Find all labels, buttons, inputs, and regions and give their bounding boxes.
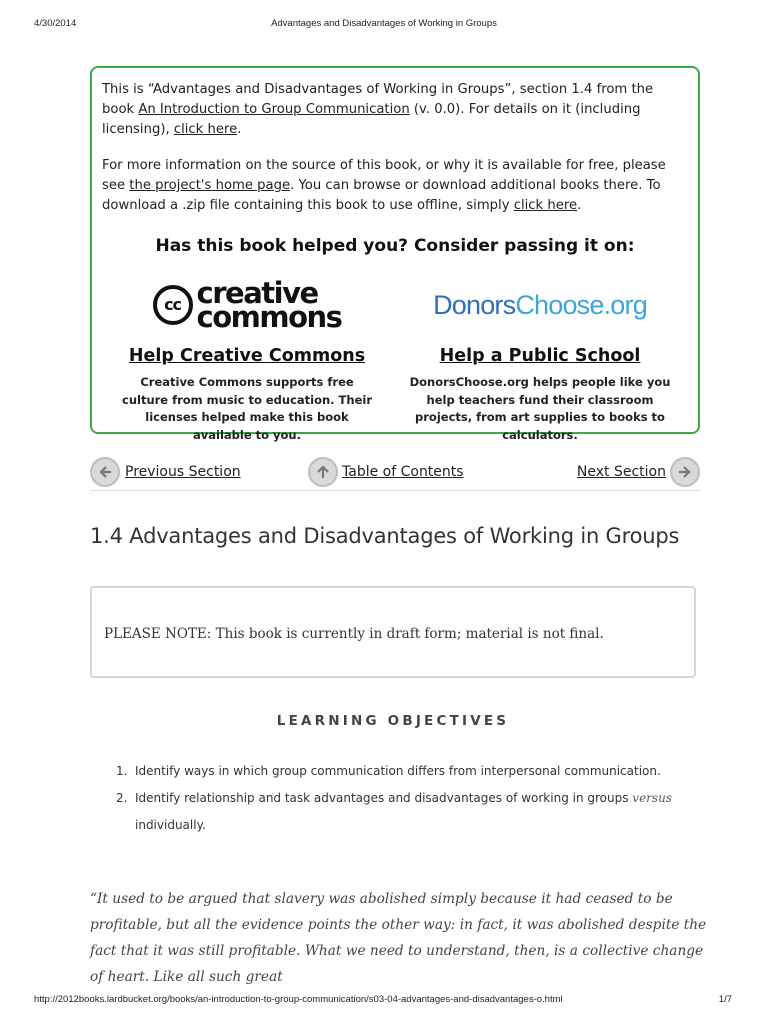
list-item-number: 1. bbox=[116, 764, 128, 778]
notice-text: . You can browse or download additional books there. To download a .zip file containing this book to use offline, simply bbox=[102, 178, 661, 213]
draft-note-box bbox=[90, 586, 696, 678]
arrow-right-icon[interactable] bbox=[670, 457, 700, 487]
cc-wordmark-line2: commons bbox=[196, 300, 342, 334]
learning-objectives-heading: LEARNING OBJECTIVES bbox=[276, 713, 510, 729]
creative-commons-logo[interactable] bbox=[102, 274, 392, 336]
next-section-link[interactable]: Next Section bbox=[576, 464, 666, 480]
section-heading: 1.4 Advantages and Disadvantages of Working in Groups bbox=[90, 524, 680, 548]
list-item-text: Identify ways in which group communication differs from interpersonal communication. bbox=[135, 764, 661, 778]
section-navigation bbox=[90, 454, 700, 494]
notice-text: (v. 0.0). For details on it (including licensing), bbox=[102, 102, 641, 137]
list-item-number: 2. bbox=[116, 791, 128, 805]
download-zip-click-here-link[interactable]: click here bbox=[513, 198, 578, 213]
notice-text: . bbox=[577, 198, 582, 213]
table-of-contents-nav[interactable] bbox=[308, 454, 464, 490]
cc-wordmark-line1: creative bbox=[196, 276, 318, 310]
print-footer bbox=[0, 994, 768, 1008]
arrow-up-icon[interactable] bbox=[308, 457, 338, 487]
list-item-italic: versus bbox=[632, 791, 672, 805]
opening-quote: “It used to be argued that slavery was abolished simply because it had ceased to be profitable, but all the evidence points the other way: in fact, it was abolished despite the fact that it was still profitable. What we need to understand, then, is a collective change of heart. Like all such great bbox=[90, 891, 707, 985]
creative-commons-description: Creative Commons supports free culture from music to education. Their licenses helped make this book available to you. bbox=[122, 375, 372, 442]
book-info-notice bbox=[90, 66, 700, 442]
list-item bbox=[110, 758, 690, 785]
list-item-text: individually. bbox=[135, 818, 206, 832]
donorschoose-logo[interactable] bbox=[395, 274, 685, 336]
table-of-contents-link[interactable]: Table of Contents bbox=[342, 464, 464, 480]
previous-section-link[interactable]: Previous Section bbox=[125, 464, 241, 480]
list-item bbox=[110, 785, 690, 839]
learning-objectives-list bbox=[110, 758, 690, 839]
previous-section-nav[interactable] bbox=[90, 454, 241, 490]
print-header bbox=[0, 18, 768, 32]
notice-text: For more information on the source of this book, or why it is available for free, please see bbox=[102, 158, 666, 193]
donation-columns bbox=[92, 274, 698, 442]
creative-commons-column bbox=[102, 274, 392, 444]
print-page-number: 1/7 bbox=[718, 994, 732, 1005]
draft-note-text: PLEASE NOTE: This book is currently in draft form; material is not final. bbox=[104, 626, 604, 642]
help-creative-commons-link[interactable]: Help Creative Commons bbox=[128, 346, 366, 366]
donorschoose-logo-part1: Donors bbox=[433, 290, 516, 320]
help-public-school-link[interactable]: Help a Public School bbox=[439, 346, 641, 366]
notice-text: . bbox=[237, 122, 242, 137]
list-item-text: Identify relationship and task advantages and disadvantages of working in groups bbox=[135, 791, 633, 805]
next-section-nav[interactable] bbox=[577, 454, 700, 490]
notice-text: This is “Advantages and Disadvantages of Working in Groups”, section 1.4 from the book bbox=[102, 82, 654, 117]
notice-paragraph-2 bbox=[102, 156, 688, 216]
donorschoose-column bbox=[395, 274, 685, 444]
cc-badge-icon: cc bbox=[153, 285, 193, 325]
print-url: http://2012books.lardbucket.org/books/an-introduction-to-group-communication/s03-04-advantages-and-disadvantages-o.html bbox=[34, 994, 563, 1005]
donorschoose-logo-part2: Choose.org bbox=[515, 290, 647, 320]
donation-cta: Has this book helped you? Consider passing it on: bbox=[155, 236, 635, 256]
notice-paragraph-1 bbox=[102, 80, 688, 140]
licensing-click-here-link[interactable]: click here bbox=[173, 122, 238, 137]
donorschoose-description: DonorsChoose.org helps people like you help teachers fund their classroom projects, from art supplies to books to calculators. bbox=[409, 375, 671, 442]
project-home-page-link[interactable]: the project's home page bbox=[129, 178, 291, 193]
print-date: 4/30/2014 bbox=[34, 18, 77, 29]
nav-divider bbox=[90, 490, 700, 491]
arrow-left-icon[interactable] bbox=[90, 457, 120, 487]
cc-wordmark bbox=[196, 276, 342, 334]
print-title: Advantages and Disadvantages of Working in Groups bbox=[271, 18, 497, 29]
book-title-link[interactable]: An Introduction to Group Communication bbox=[138, 102, 410, 117]
